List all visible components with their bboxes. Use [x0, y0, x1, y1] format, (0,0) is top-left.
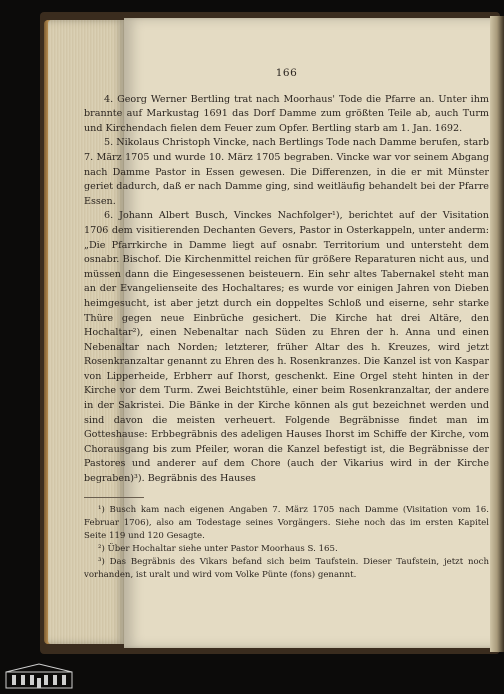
library-building-icon [4, 662, 74, 690]
paragraph-5: 5. Nikolaus Christoph Vincke, nach Bertlings Tode nach Damme berufen, starb 7. März 1705 und wurde 10. März 1705 begraben. Vincke war vor seinem Abgang nach Damme Pastor in Essen gewesen. Die Differenzen, in die er mit Münster geriet dadurch, daß er nach Damme ging, sind weitläufig behandelt bei der Pfarre Essen. [84, 137, 489, 207]
page-text [84, 66, 489, 582]
paragraph-6: 6. Johann Albert Busch, Vinckes Nachfolger¹), berichtet auf der Visitation 1706 dem visitierenden Dechanten Gevers, Pastor in Osterkappeln, unter anderm: „Die Pfarrkirche in Damme liegt auf osnabr. Territorium und untersteht dem osnabr. Bischof. Die Kirchenmittel reichen für größere Reparaturen nicht aus, und müssen dann die Eingesessenen beisteuern. Ein sehr altes Tabernakel steht man an der Evangelienseite des Hochaltares; es wurde vor einigen Jahren von Dieben heimgesucht, ist aber jetzt durch ein doppeltes Schloß und eiserne, sehr starke Thüre gegen neue Einbrüche gesichert. Die Kirche hat drei Altäre, den Hochaltar²), einen Nebenaltar nach Süden zu Ehren der h. Anna und einen Nebenaltar nach Norden; letzterer, früher Altar des h. Kreuzes, wird jetzt Rosenkranzaltar genannt zu Ehren des h. Rosenkranzes. Die Kanzel ist von Kaspar von Lipperheide, Erbherr auf Ihorst, geschenkt. Eine Orgel steht hinten in der Kirche vor dem Turm. Zwei Beichtstühle, einer beim Rosenkranzaltar, der andere in der Sakristei. Die Bänke in der Kirche können als gut bezeichnet werden und sind davon die meisten verheuert. Folgende Begräbnisse findet man im Gotteshause: Erbbegräbnis des adeligen Hauses Ihorst im Schiffe der Kirche, vom Chorausgang bis zum Pfeiler, woran die Kanzel befestigt ist, die Begräbnisse der Pastores und anderer auf dem Chore (auch der Vikarius wird in der Kirche begraben)³). Begräbnis des Hauses [84, 210, 489, 485]
paragraph-4: 4. Georg Werner Bertling trat nach Moorhaus' Tode die Pfarre an. Unter ihm brannte auf Markustag 1691 das Dorf Damme zum größten Teile ab, auch Turm und Kirchendach fielen dem Feuer zum Opfer. Bertling starb am 1. Jan. 1692. [84, 93, 489, 134]
footnote-2: ²) Über Hochaltar siehe unter Pastor Moorhaus S. 165. [98, 543, 338, 554]
footnote-1: ¹) Busch kam nach eigenen Angaben 7. März 1705 nach Damme (Visitation vom 16. Februar 1706), also am Todestage seines Vorgängers. Siehe noch das im ersten Kapitel Seite 119 und 120 Gesagte. [84, 504, 489, 541]
right-page-edge [490, 16, 504, 652]
footnote-separator [84, 497, 144, 498]
footnote-3: ³) Das Begräbnis des Vikars befand sich beim Taufstein. Dieser Taufstein, jetzt noch vorhanden, ist uralt und wird vom Volke Pünte (fons) genannt. [84, 556, 489, 580]
page-number: 166 [275, 67, 298, 79]
